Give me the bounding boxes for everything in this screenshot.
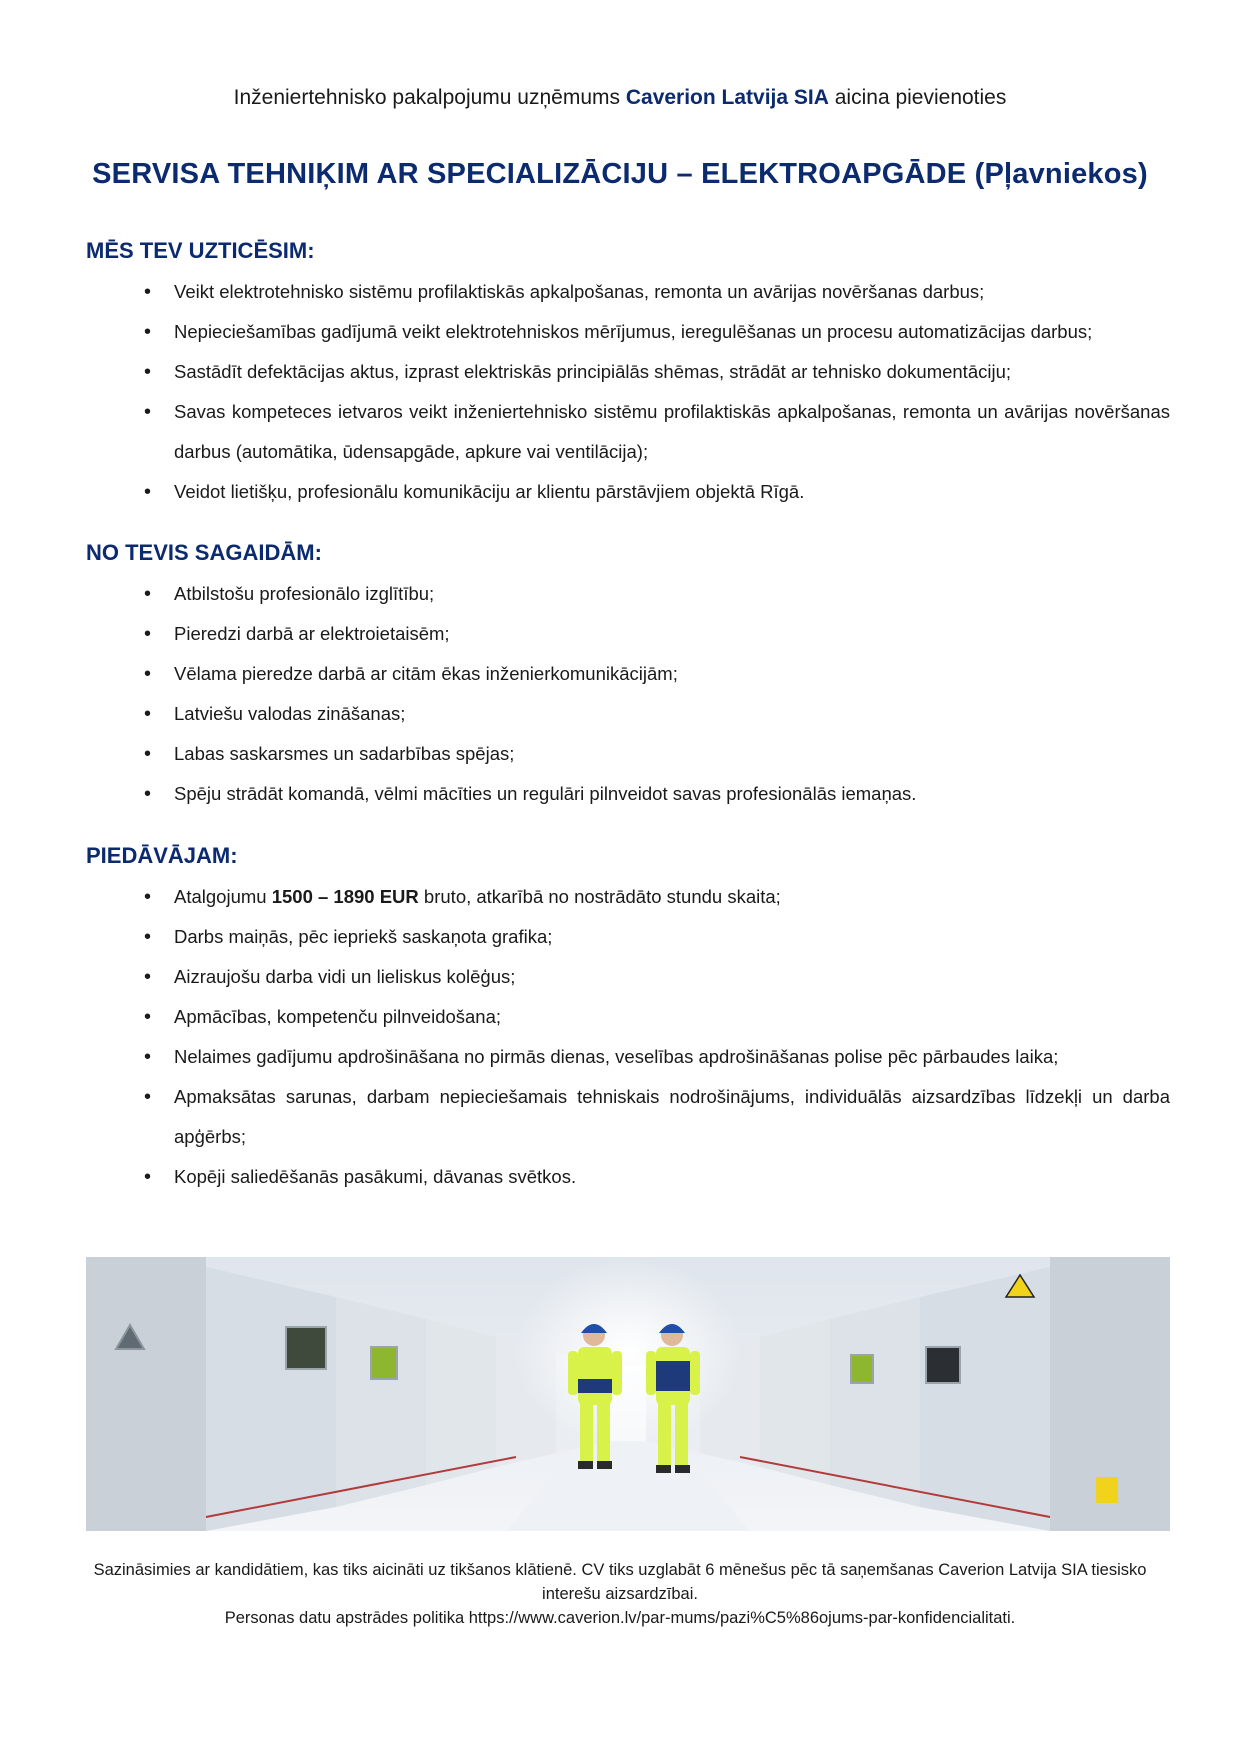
list-item: • Vēlama pieredze darbā ar citām ēkas inženierkomunikācijām; bbox=[86, 654, 1170, 694]
list-item: • Darbs maiņās, pēc iepriekš saskaņota grafika; bbox=[86, 917, 1170, 957]
section-offer bbox=[86, 843, 1170, 1197]
list-item: • Atbilstošu profesionālo izglītību; bbox=[86, 574, 1170, 614]
list-item: • Nelaimes gadījumu apdrošināšana no pirmās dienas, veselības apdrošināšanas polise pēc pārbaudes laika; bbox=[86, 1037, 1170, 1077]
intro-text-end: aicina pievienoties bbox=[828, 86, 1007, 109]
responsibilities-list bbox=[86, 272, 1170, 512]
section-requirements bbox=[86, 540, 1170, 814]
workers-photo-illustration bbox=[86, 1257, 1170, 1531]
footer-cv-note: Sazināsimies ar kandidātiem, kas tiks aicināti uz tikšanos klātienē. CV tiks uzglabāt 6 mēnešus pēc tā saņemšanas Caverion Latvija SIA tiesisko interešu aizsardzībai. bbox=[93, 1561, 1147, 1603]
list-item: • Spēju strādāt komandā, vēlmi mācīties un regulāri pilnveidot savas profesionālās iemaņas. bbox=[86, 774, 1170, 814]
switchgear-corridor-photo bbox=[86, 1257, 1170, 1531]
list-item: • Apmācības, kompetenču pilnveidošana; bbox=[86, 997, 1170, 1037]
list-item: • Nepieciešamības gadījumā veikt elektrotehniskos mērījumus, ieregulēšanas un procesu automatizācijas darbus; bbox=[86, 312, 1170, 352]
footer-note bbox=[90, 1558, 1150, 1630]
intro-line bbox=[0, 86, 1240, 110]
offer-list bbox=[86, 877, 1170, 1197]
list-item: • Apmaksātas sarunas, darbam nepieciešamais tehniskais nodrošinājums, individuālās aizsardzības līdzekļi un darba apģērbs; bbox=[86, 1077, 1170, 1157]
list-item: • Veikt elektrotehnisko sistēmu profilaktiskās apkalpošanas, remonta un avārijas novēršanas darbus; bbox=[86, 272, 1170, 312]
list-item: • Pieredzi darbā ar elektroietaisēm; bbox=[86, 614, 1170, 654]
intro-text: Inženiertehnisko pakalpojumu uzņēmums bbox=[233, 86, 626, 109]
company-name: Caverion Latvija SIA bbox=[625, 86, 829, 109]
job-title: SERVISA TEHNIĶIM AR SPECIALIZĀCIJU – ELEKTROAPGĀDE (Pļavniekos) bbox=[92, 158, 1148, 190]
salary-amount: 1500 – 1890 EUR bbox=[271, 886, 419, 907]
section-responsibilities bbox=[86, 238, 1170, 512]
salary-text: Atalgojumu bbox=[174, 886, 272, 907]
section-heading: PIEDĀVĀJAM: bbox=[86, 843, 238, 868]
list-item: • Savas kompeteces ietvaros veikt inženiertehnisko sistēmu profilaktiskās apkalpošanas, remonta un avārijas novēršanas darbus (automātika, ūdensapgāde, apkure vai ventilācija); bbox=[86, 392, 1170, 472]
salary-text-end: bruto, atkarībā no nostrādāto stundu skaita; bbox=[418, 886, 781, 907]
list-item: • Kopēji saliedēšanās pasākumi, dāvanas svētkos. bbox=[86, 1157, 1170, 1197]
list-item: • Labas saskarsmes un sadarbības spējas; bbox=[86, 734, 1170, 774]
section-heading: MĒS TEV UZTICĒSIM: bbox=[86, 238, 315, 263]
list-item: • Sastādīt defektācijas aktus, izprast elektriskās principiālās shēmas, strādāt ar tehnisko dokumentāciju; bbox=[86, 352, 1170, 392]
list-item: • Aizraujošu darba vidi un lieliskus kolēģus; bbox=[86, 957, 1170, 997]
footer-privacy-policy: Personas datu apstrādes politika https://www.caverion.lv/par-mums/pazi%C5%86ojums-par-konfidencialitati. bbox=[224, 1609, 1016, 1627]
list-item: • Latviešu valodas zināšanas; bbox=[86, 694, 1170, 734]
list-item: • Veidot lietišķu, profesionālu komunikāciju ar klientu pārstāvjiem objektā Rīgā. bbox=[86, 472, 1170, 512]
requirements-list bbox=[86, 574, 1170, 814]
salary-item bbox=[86, 877, 1170, 917]
section-heading: NO TEVIS SAGAIDĀM: bbox=[86, 540, 322, 565]
